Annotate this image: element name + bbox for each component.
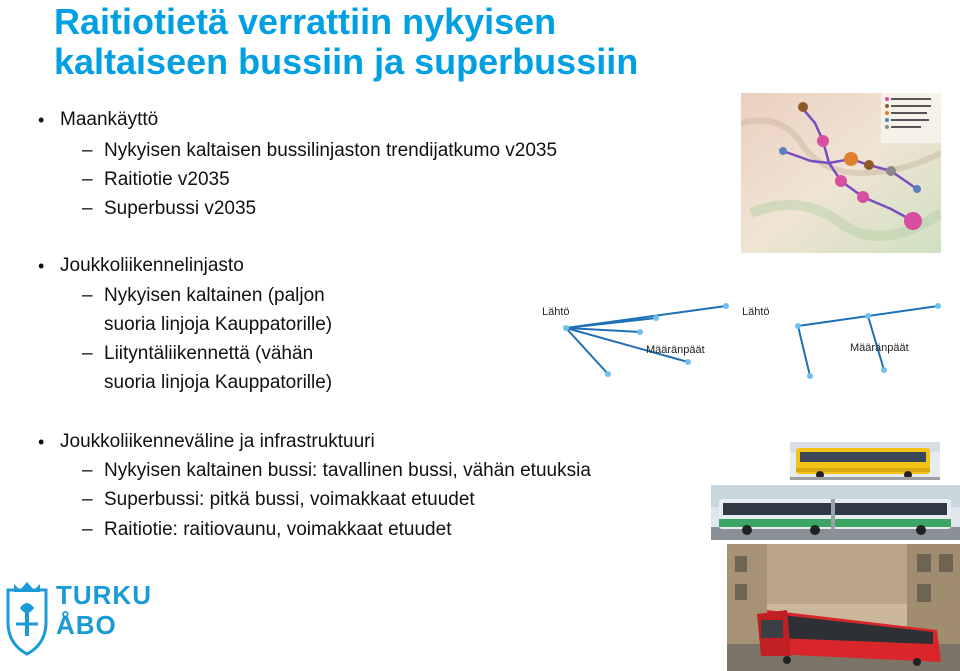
dash-marker: – xyxy=(82,343,93,364)
dash-marker: – xyxy=(82,198,93,219)
sub-bullet-text: Liityntäliikennettä (vähän xyxy=(104,343,314,364)
superbus-photo xyxy=(711,485,960,540)
logo-turku: TURKU xyxy=(56,580,152,610)
sub-bullet xyxy=(82,342,314,366)
bullet-joukkoliikennevaline: • Joukkoliikenneväline ja infrastruktuuri xyxy=(60,430,375,454)
sub-bullet-text: Raitiotie: raitiovaunu, voimakkaat etuudet xyxy=(104,519,452,540)
route-map-image xyxy=(741,93,941,253)
sub-bullet-text: Nykyisen kaltainen bussi: tavallinen bussi, vähän etuuksia xyxy=(104,460,591,481)
sub-bullet-text: Raitiotie v2035 xyxy=(104,169,230,190)
start-label: Lähtö xyxy=(742,306,770,318)
title-line-1: Raitiotietä verrattiin nykyisen xyxy=(54,1,557,42)
sub-bullet-text: Nykyisen kaltaisen bussilinjaston trendijatkumo v2035 xyxy=(104,140,558,161)
dash-marker: – xyxy=(82,285,93,306)
dash-marker: – xyxy=(82,519,93,540)
sub-bullet xyxy=(82,168,230,192)
sub-bullet-continuation: suoria linjoja Kauppatorille) xyxy=(104,372,333,393)
logo-abo: ÅBO xyxy=(56,610,117,640)
logo-text xyxy=(56,580,152,640)
sub-bullet xyxy=(82,284,325,308)
sub-bullet xyxy=(82,488,475,512)
regular-bus-photo xyxy=(790,442,940,480)
sub-bullet xyxy=(82,518,452,542)
sub-bullet-continuation: suoria linjoja Kauppatorille) xyxy=(104,314,333,335)
dash-marker: – xyxy=(82,169,93,190)
sub-bullet-text: Superbussi: pitkä bussi, voimakkaat etuudet xyxy=(104,489,475,510)
sub-bullet-text: Superbussi v2035 xyxy=(104,198,257,219)
sub-bullet xyxy=(82,459,591,483)
destinations-label: Määränpäät xyxy=(646,344,705,356)
bullet-maankaytto: • Maankäyttö xyxy=(60,108,158,132)
title-line-2: kaltaiseen bussiin ja superbussiin xyxy=(54,41,639,82)
destinations-label: Määränpäät xyxy=(850,342,909,354)
bullet-joukkoliikennelinjasto: • Joukkoliikennelinjasto xyxy=(60,254,244,278)
sub-bullet-text: Nykyisen kaltainen (paljon xyxy=(104,285,325,306)
tram-photo xyxy=(727,544,960,671)
sub-bullet xyxy=(82,197,257,221)
turku-abo-logo xyxy=(2,578,152,658)
dash-marker: – xyxy=(82,489,93,510)
coat-of-arms-icon xyxy=(2,578,52,658)
feeder-lines-diagram xyxy=(738,292,948,392)
start-label: Lähtö xyxy=(542,306,570,318)
direct-lines-diagram xyxy=(538,292,734,392)
dash-marker: – xyxy=(82,460,93,481)
sub-bullet xyxy=(82,139,558,163)
slide-title xyxy=(54,2,854,82)
dash-marker: – xyxy=(82,140,93,161)
